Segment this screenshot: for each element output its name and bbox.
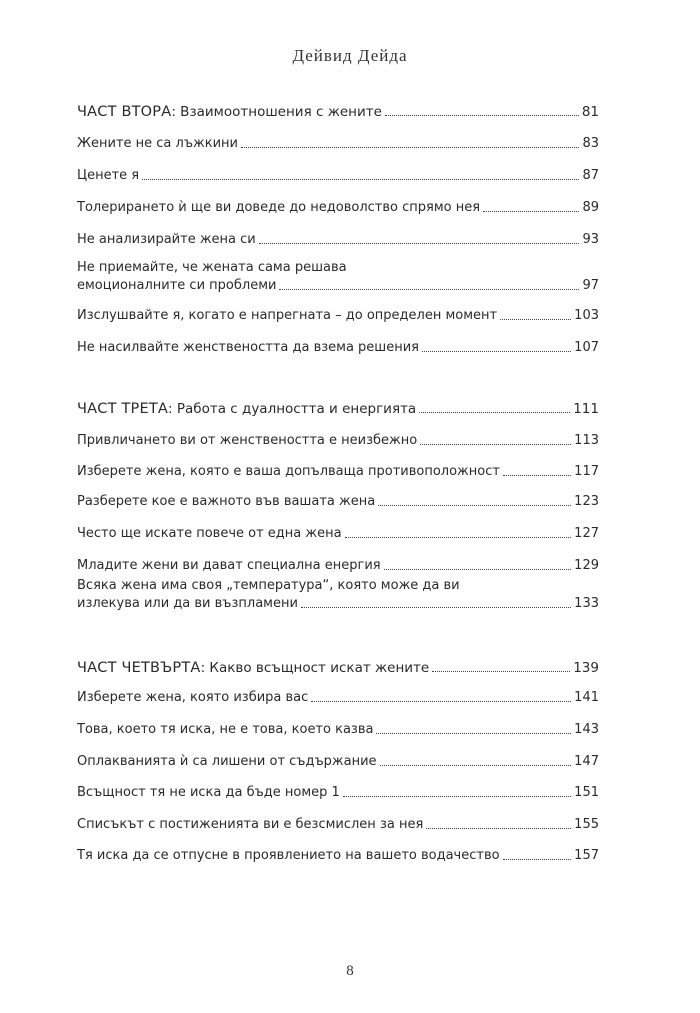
entry-title: Всъщност тя не иска да бъде номер 1: [77, 785, 340, 800]
entry-title: Привличането ви от женствеността е неизбежно: [77, 433, 418, 448]
page-number: 81: [581, 104, 599, 120]
dot-leader: [241, 146, 579, 148]
part-label: ЧАСТ ВТОРА: [77, 104, 172, 120]
entry-title: Ценете я: [77, 168, 140, 183]
toc-entry[interactable]: [77, 427, 599, 449]
dot-leader: [432, 670, 570, 672]
entry-title: Списъкът с постиженията ви е безсмислен за нея: [77, 817, 424, 832]
dot-leader: [385, 114, 579, 116]
entry-title: Това, което тя иска, не е това, което казва: [77, 722, 374, 737]
part-label: ЧАСТ ТРЕТА: [77, 401, 168, 417]
dot-leader: [483, 210, 579, 212]
dot-leader: [343, 795, 571, 797]
page-number: 143: [574, 722, 599, 737]
dot-leader: [422, 350, 571, 352]
toc-entry[interactable]: [77, 226, 599, 248]
dot-leader: [311, 700, 571, 702]
toc-entry[interactable]: [77, 458, 599, 480]
dot-leader: [384, 568, 572, 570]
page-number: 155: [574, 817, 599, 832]
running-header-author: Дейвид Дейда: [292, 46, 408, 65]
entry-title: Младите жени ви дават специална енергия: [77, 558, 381, 573]
entry-title: Изслушвайте я, когато е напрегната – до определен момент: [77, 308, 498, 323]
entry-title: излекува или да ви възпламени: [77, 596, 298, 611]
entry-title: Разберете кое е важното във вашата жена: [77, 494, 376, 509]
dot-leader: [380, 764, 572, 766]
part-title: : Работа с дуалността и енергията: [168, 401, 417, 417]
toc-entry[interactable]: [77, 748, 599, 770]
dot-leader: [142, 178, 579, 180]
page-number: 129: [574, 558, 599, 573]
toc-part-heading[interactable]: [77, 395, 599, 417]
dot-leader: [420, 443, 571, 445]
entry-title: Оплакванията ѝ са лишени от съдържание: [77, 754, 377, 769]
toc-entry[interactable]: [77, 272, 599, 294]
toc-entry[interactable]: [77, 779, 599, 801]
entry-title: Изберете жена, която избира вас: [77, 690, 309, 705]
dot-leader: [500, 318, 571, 320]
toc-part-heading[interactable]: [77, 98, 599, 120]
dot-leader: [503, 858, 572, 860]
page-number: 141: [574, 690, 599, 705]
page-number: 147: [574, 754, 599, 769]
page-number: 89: [582, 200, 599, 215]
toc-entry[interactable]: [77, 130, 599, 152]
page-number: 87: [582, 168, 599, 183]
page-number: 123: [574, 494, 599, 509]
entry-title: Не анализирайте жена си: [77, 232, 256, 247]
page-number: 133: [574, 596, 599, 611]
toc-entry[interactable]: [77, 194, 599, 216]
toc-part-heading[interactable]: [77, 654, 599, 676]
dot-leader: [259, 242, 580, 244]
page-number: 157: [574, 848, 599, 863]
dot-leader: [426, 827, 571, 829]
toc-entry[interactable]: [77, 590, 599, 612]
toc-entry[interactable]: [77, 488, 599, 510]
entry-title: Често ще искате повече от една жена: [77, 526, 342, 541]
toc-entry[interactable]: [77, 811, 599, 833]
entry-title: емоционалните си проблеми: [77, 278, 277, 293]
toc-entry[interactable]: [77, 520, 599, 542]
toc-entry[interactable]: [77, 684, 599, 706]
entry-title-line-1: Всяка жена има своя „температура“, която може да ви: [77, 578, 460, 593]
entry-title: Жените не са лъжкини: [77, 136, 238, 151]
page-number: 117: [574, 464, 599, 479]
page-number: 83: [582, 136, 599, 151]
dot-leader: [378, 504, 571, 506]
dot-leader: [503, 474, 571, 476]
page-number: 127: [574, 526, 599, 541]
toc-entry[interactable]: [77, 334, 599, 356]
page-number: 97: [582, 278, 599, 293]
entry-title: Тя иска да се отпусне в проявлението на вашето водачество: [77, 848, 500, 863]
dot-leader: [376, 732, 571, 734]
page-number: 103: [574, 308, 599, 323]
toc-entry[interactable]: [77, 162, 599, 184]
toc-entry[interactable]: [77, 842, 599, 864]
part-label: ЧАСТ ЧЕТВЪРТА: [77, 660, 201, 676]
entry-title: Толерирането ѝ ще ви доведе до недоволство спрямо нея: [77, 200, 481, 215]
dot-leader: [301, 606, 571, 608]
page-number: 111: [573, 401, 599, 417]
part-title: : Взаимоотношения с жените: [171, 104, 382, 120]
page-number: 93: [582, 232, 599, 247]
toc-entry[interactable]: [77, 552, 599, 574]
page-number: 113: [574, 433, 599, 448]
page-number: 107: [574, 340, 599, 355]
entry-title: Не насилвайте женствеността да взема решения: [77, 340, 419, 355]
toc-entry[interactable]: [77, 716, 599, 738]
dot-leader: [345, 536, 572, 538]
page-number: 139: [573, 660, 599, 676]
part-title: : Какво всъщност искат жените: [200, 660, 430, 676]
page-footer-number: 8: [346, 963, 354, 979]
entry-title-line-1: Не приемайте, че жената сама решава: [77, 260, 347, 275]
dot-leader: [279, 288, 579, 290]
page-number: 151: [574, 785, 599, 800]
entry-title: Изберете жена, която е ваша допълваща противоположност: [77, 464, 500, 479]
toc-entry[interactable]: [77, 302, 599, 324]
dot-leader: [419, 411, 570, 413]
